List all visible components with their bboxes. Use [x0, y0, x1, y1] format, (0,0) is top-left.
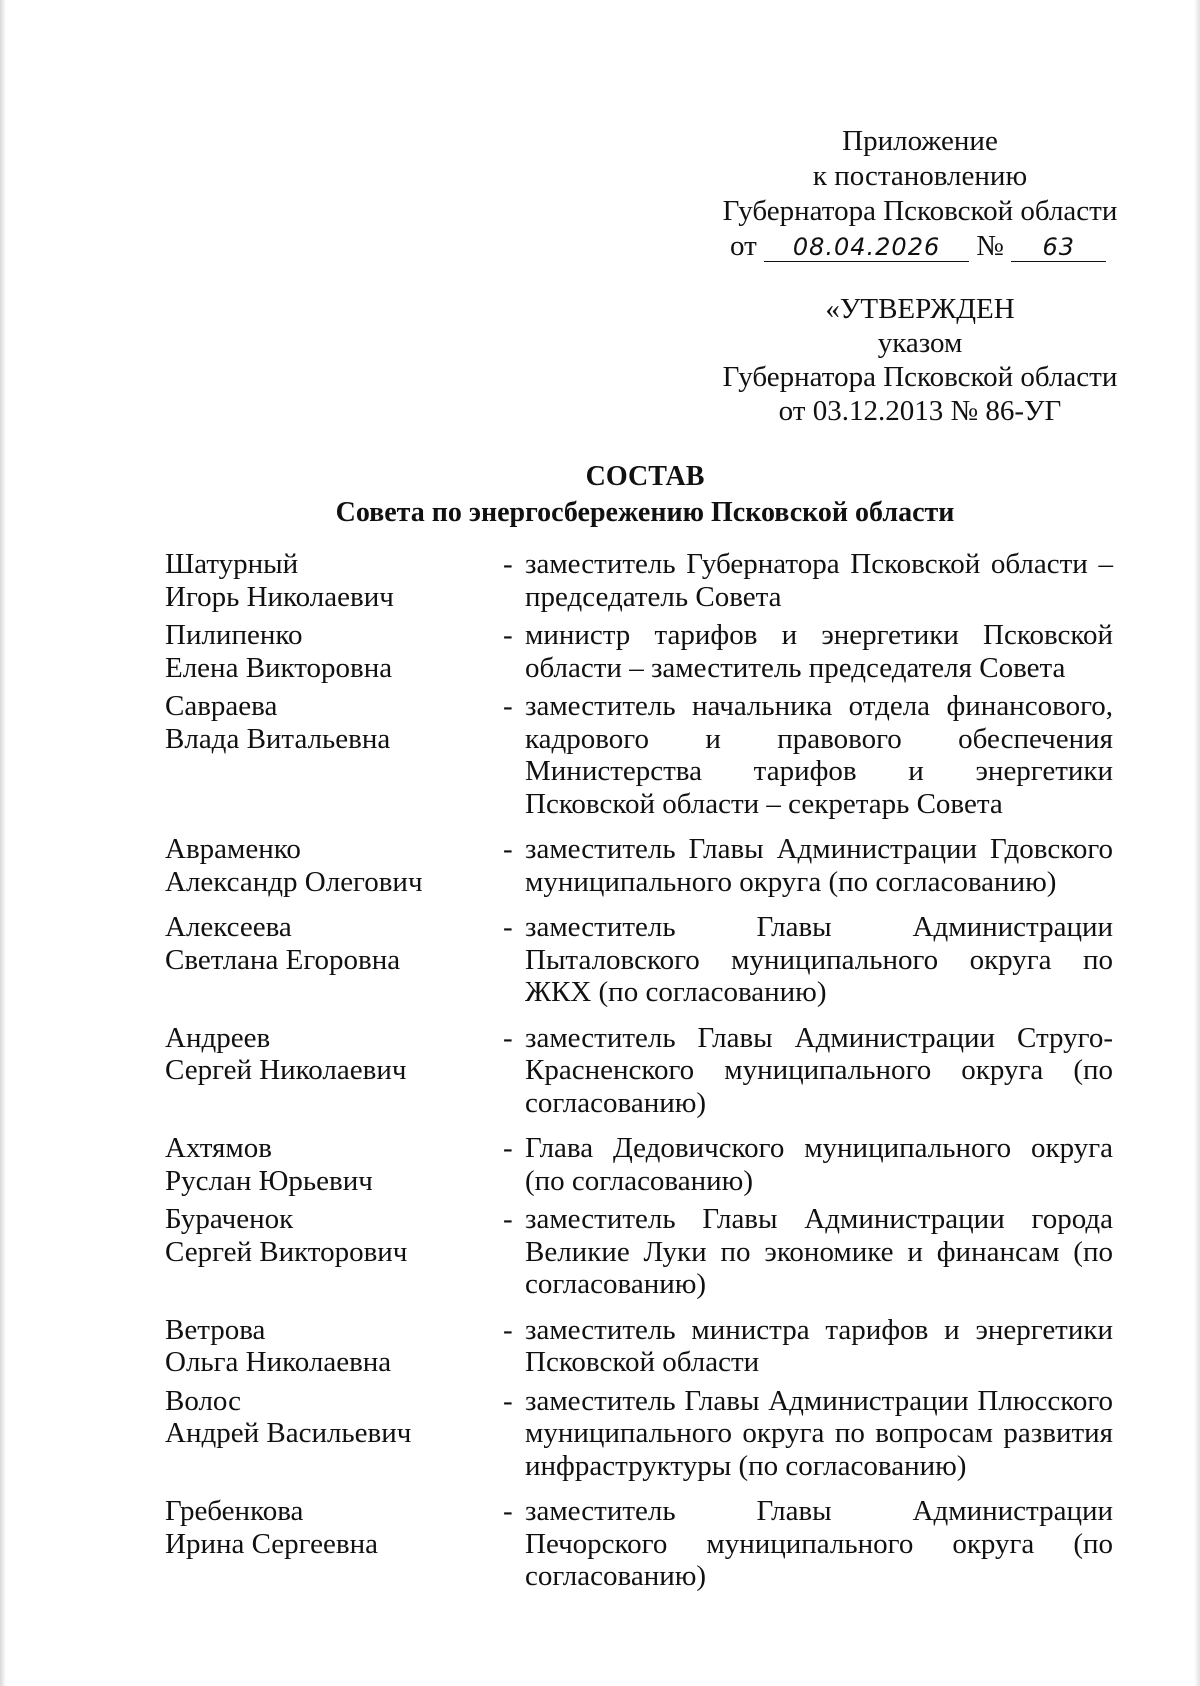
member-position: министр тарифов и энергетики Псковской области – заместитель председателя Совета [525, 619, 1113, 684]
member-given-names: Влада Витальевна [165, 722, 391, 755]
member-given-names: Андрей Васильевич [165, 1417, 412, 1449]
date-prefix: от [730, 230, 757, 262]
member-name [165, 1203, 503, 1268]
member-given-names: Александр Олегович [165, 865, 423, 898]
member-row [165, 911, 1125, 1009]
approval-line: «УТВЕРЖДЕН [825, 293, 1015, 325]
member-name [165, 690, 503, 755]
approval-line: Губернатора Псковской области [722, 361, 1118, 393]
member-name [165, 1132, 503, 1197]
member-row [165, 619, 1125, 684]
handwritten-number: 63 [1011, 233, 1106, 262]
scan-edge-right [1194, 0, 1200, 1686]
member-dash: - [503, 1313, 513, 1346]
member-name [165, 548, 503, 613]
member-surname: Ветрова [165, 1313, 266, 1346]
member-surname: Авраменко [165, 833, 301, 865]
document-title [0, 459, 1200, 531]
scan-edge-left [0, 0, 6, 1686]
member-row [165, 833, 1125, 898]
member-position: заместитель Губернатора Псковской области – председатель Совета [525, 548, 1113, 613]
member-position: заместитель Главы Администрации Гдовского муниципального округа (по согласованию) [525, 833, 1113, 898]
number-prefix: № [976, 230, 1004, 262]
member-dash: - [503, 911, 513, 943]
member-position: заместитель Главы Администрации Пыталовского муниципального округа по ЖКХ (по согласованию) [525, 911, 1113, 1008]
member-list [165, 548, 1125, 1599]
member-position: заместитель Главы Администрации Плюсского муниципального округа по вопросам развития инфраструктуры (по согласованию) [525, 1384, 1113, 1482]
approval-line: от 03.12.2013 № 86-УГ [778, 395, 1062, 427]
member-surname: Бураченок [165, 1203, 294, 1235]
member-position: заместитель начальника отдела финансового, кадрового и правового обеспечения Министерства тарифов и энергетики Псковской области – секретарь Совета [525, 690, 1113, 820]
member-name [165, 1495, 503, 1560]
member-given-names: Игорь Николаевич [165, 580, 394, 613]
member-surname: Алексеева [165, 911, 292, 943]
approval-block [720, 292, 1120, 428]
member-row [165, 1495, 1125, 1593]
member-position: заместитель Главы Администрации города Великие Луки по экономике и финансам (по согласованию) [525, 1203, 1113, 1300]
member-position: Глава Дедовичского муниципального округа (по согласованию) [525, 1132, 1113, 1197]
attachment-block [720, 124, 1120, 264]
title-subheading: Совета по энергосбережению Псковской области [335, 497, 955, 528]
member-given-names: Руслан Юрьевич [165, 1164, 373, 1197]
member-dash: - [503, 1495, 513, 1527]
handwritten-date: 08.04.2026 [764, 233, 969, 262]
member-name [165, 619, 503, 684]
member-given-names: Сергей Николаевич [165, 1054, 407, 1086]
attachment-line: к постановлению [812, 160, 1028, 192]
title-heading: СОСТАВ [585, 461, 705, 492]
member-surname: Шатурный [165, 548, 299, 580]
member-row [165, 1132, 1125, 1197]
attachment-line: Приложение [842, 125, 998, 157]
member-row [165, 1022, 1125, 1120]
member-name [165, 1022, 503, 1087]
member-dash: - [503, 548, 513, 580]
member-given-names: Светлана Егоровна [165, 943, 401, 976]
member-dash: - [503, 833, 513, 865]
member-given-names: Елена Викторовна [165, 651, 393, 684]
member-row [165, 548, 1125, 613]
member-surname: Андреев [165, 1021, 271, 1054]
member-dash: - [503, 1132, 513, 1164]
member-surname: Ахтямов [165, 1132, 272, 1164]
member-name [165, 833, 503, 898]
member-surname: Савраева [165, 690, 278, 722]
approval-line: указом [877, 327, 963, 359]
member-name [165, 1385, 503, 1450]
member-row [165, 690, 1125, 820]
member-row [165, 1314, 1125, 1379]
member-dash: - [503, 1021, 513, 1054]
member-dash: - [503, 619, 513, 651]
member-surname: Волос [165, 1384, 242, 1417]
member-name [165, 911, 503, 976]
member-surname: Пилипенко [165, 619, 303, 651]
member-given-names: Ирина Сергеевна [165, 1527, 379, 1560]
member-row [165, 1203, 1125, 1301]
member-dash: - [503, 1203, 513, 1235]
member-given-names: Сергей Викторович [165, 1235, 408, 1268]
attachment-line: Губернатора Псковской области [722, 195, 1118, 227]
member-position: заместитель Главы Администрации Струго-Красненского муниципального округа (по согласованию) [525, 1021, 1113, 1119]
member-row [165, 1385, 1125, 1483]
member-name [165, 1314, 503, 1379]
member-dash: - [503, 690, 513, 722]
member-surname: Гребенкова [165, 1495, 304, 1527]
attachment-date-line [720, 229, 1120, 264]
member-dash: - [503, 1384, 513, 1417]
member-position: заместитель министра тарифов и энергетики Псковской области [525, 1313, 1113, 1378]
member-position: заместитель Главы Администрации Печорского муниципального округа (по согласованию) [525, 1495, 1113, 1592]
member-given-names: Ольга Николаевна [165, 1346, 392, 1378]
